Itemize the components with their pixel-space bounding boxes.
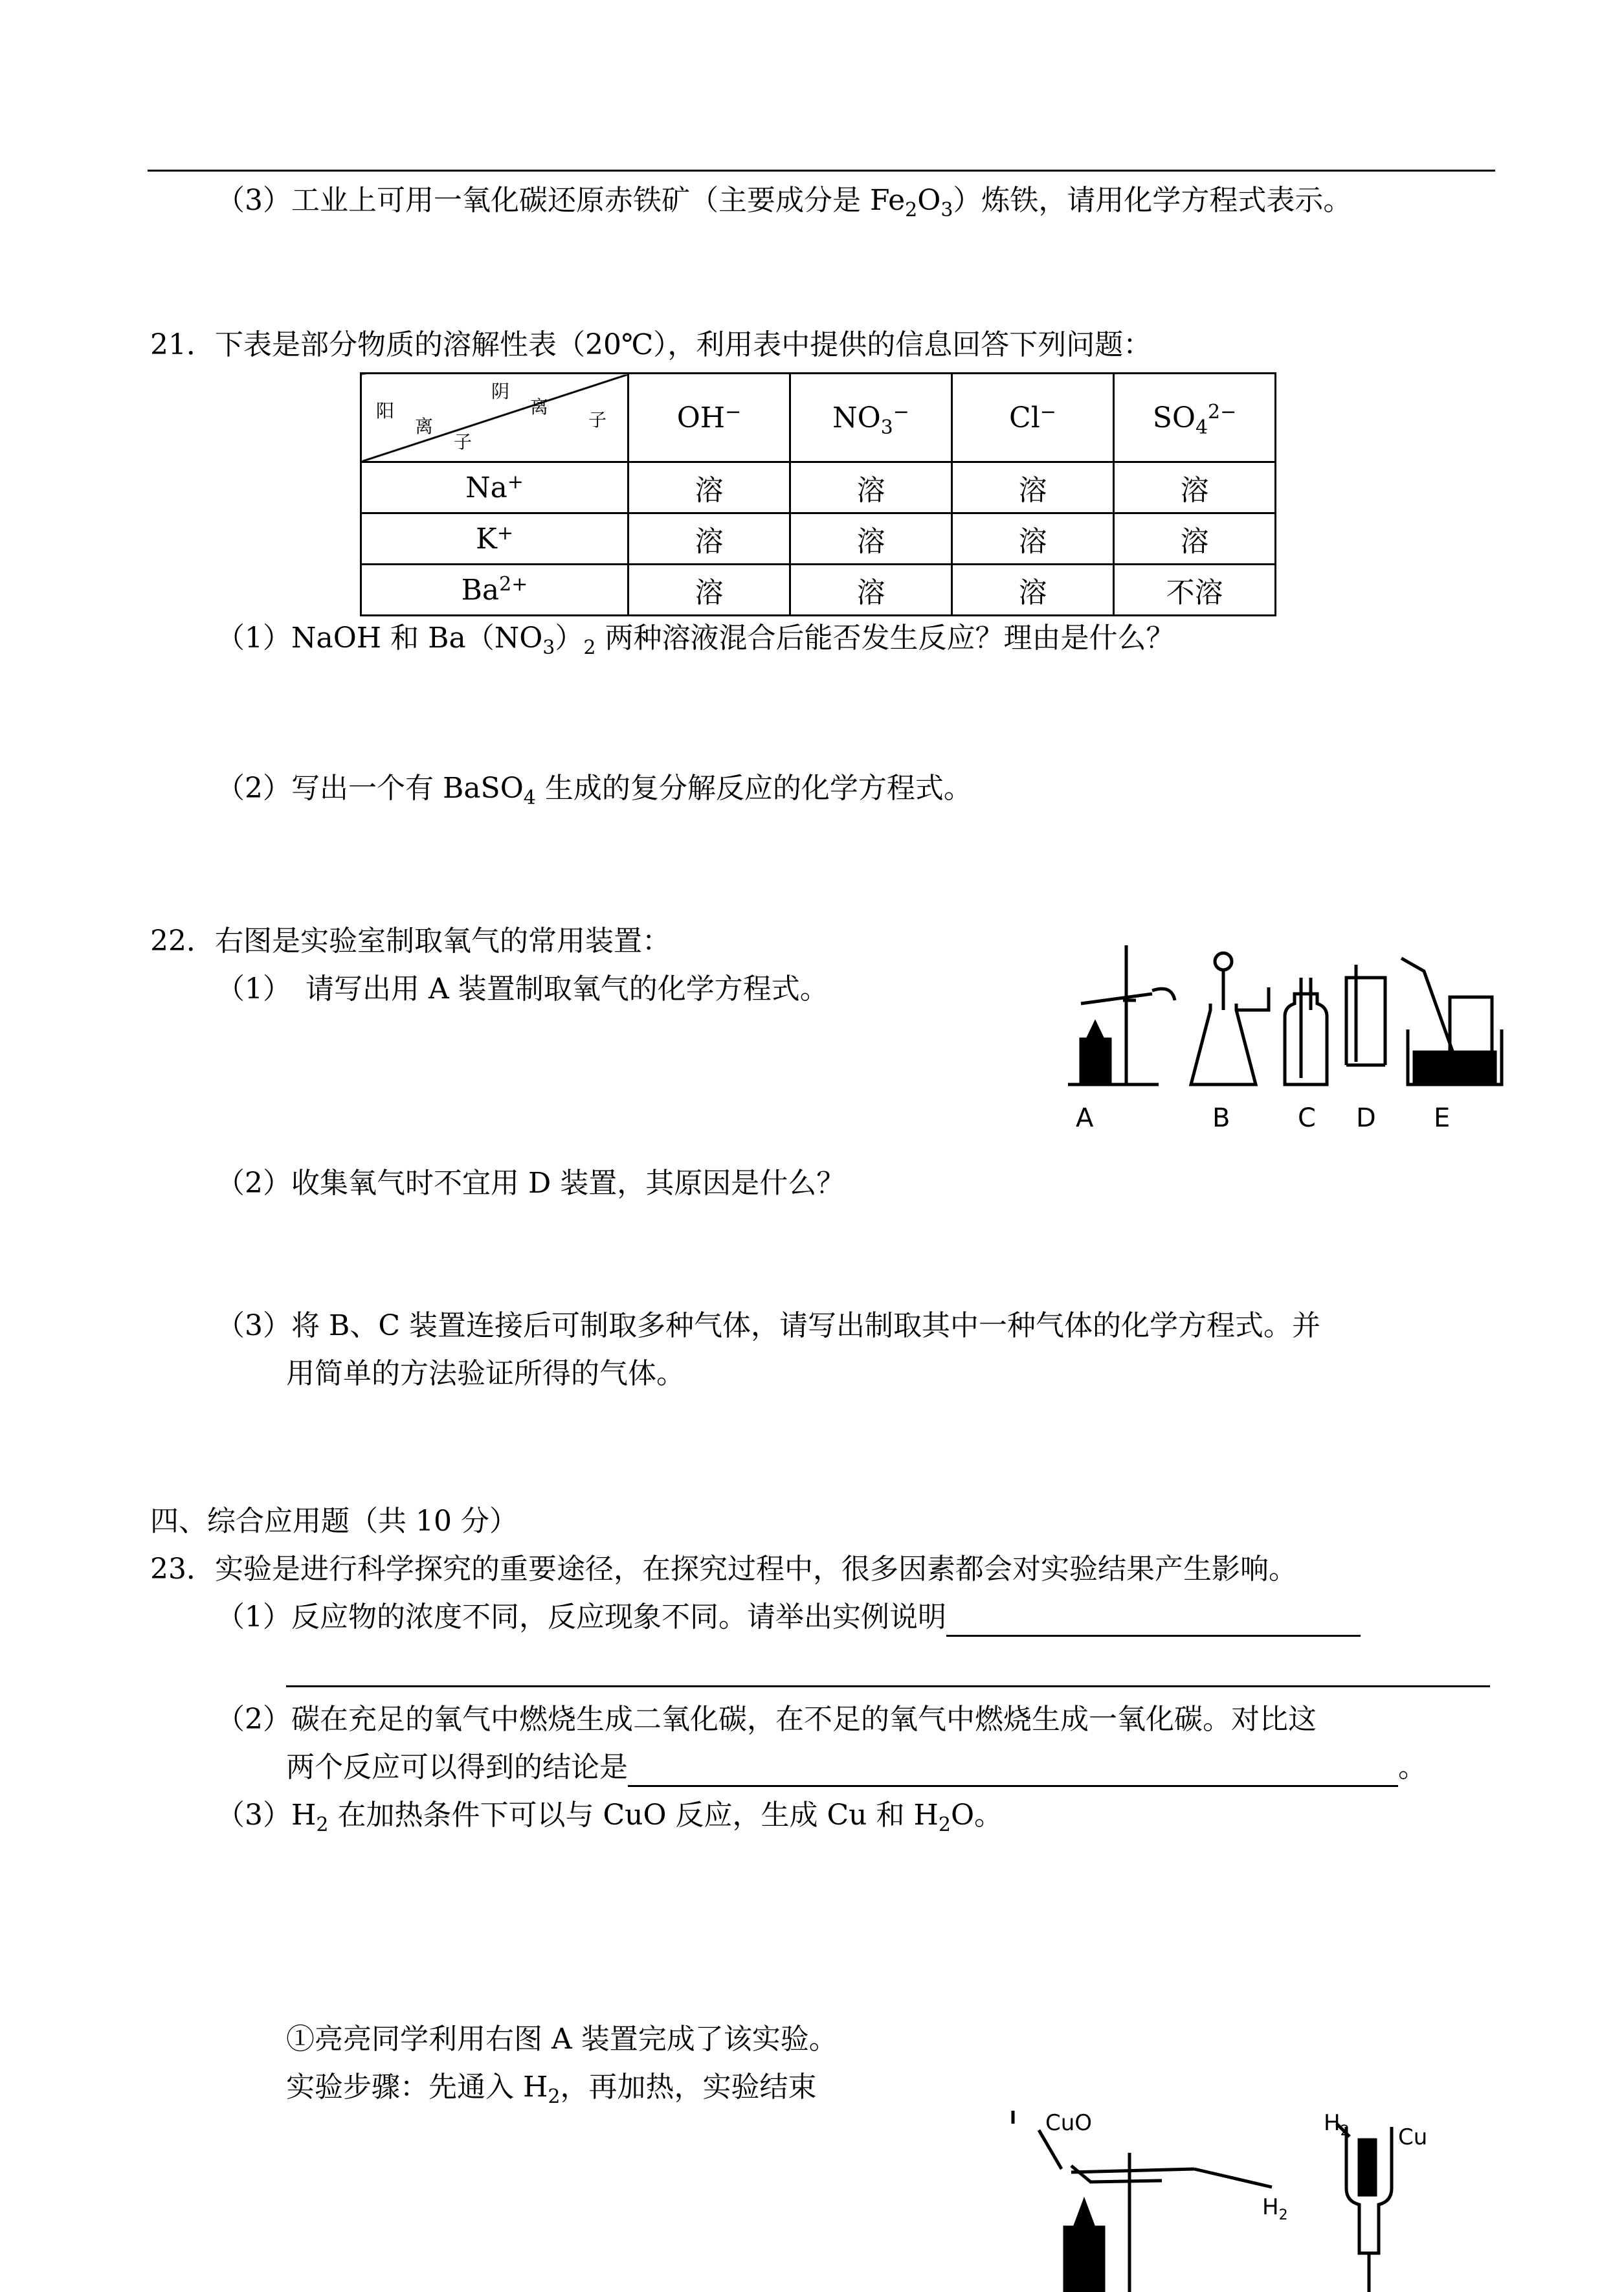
answer-blank[interactable] (628, 1757, 1398, 1787)
q22-part2: （2）收集氧气时不宜用 D 装置，其原因是什么？ (216, 1167, 845, 1200)
table-header-anion: $NO_3^-$ (790, 374, 952, 462)
q22-part3-line1: （3）将 B、C 装置连接后可制取多种气体，请写出制取其中一种气体的化学方程式。并 (216, 1309, 1320, 1342)
q21-stem: 21．下表是部分物质的溶解性表（20℃），利用表中提供的信息回答下列问题： (150, 328, 1152, 361)
q21-part1: （1）NaOH 和 $Ba(NO_3)_2$ 两种溶液混合后能否发生反应？理由是什么？ (216, 622, 1175, 659)
table-cell: 溶 (952, 462, 1114, 513)
table-cell: 不溶 (1114, 565, 1276, 616)
section-4-title: 四、综合应用题（共 10 分） (150, 1505, 518, 1538)
q23-part1: （1）反应物的浓度不同，反应现象不同。请举出实例说明 (216, 1598, 1361, 1637)
apparatus-e-icon (1401, 958, 1502, 1084)
table-corner-cell: 阴 离 子 阳 离 子 (361, 374, 628, 462)
q23-part2-line2: 两个反应可以得到的结论是 。 (286, 1748, 1427, 1787)
table-cation-cell: $Ba^{2+}$ (361, 565, 628, 616)
table-cell: 溶 (790, 462, 952, 513)
apparatus-label: E (1434, 1103, 1451, 1133)
q22-stem: 22．右图是实验室制取氧气的常用装置： (150, 925, 671, 958)
table-header-anion: OH− (628, 374, 790, 462)
q22-part3-line2: 用简单的方法验证所得的气体。 (286, 1357, 685, 1390)
table-cell: 溶 (1114, 513, 1276, 565)
table-cation-cell: Na+ (361, 462, 628, 513)
fig-label-h2: $H_2$ (1324, 2110, 1350, 2139)
oxygen-apparatus-figure (1062, 932, 1515, 1133)
q21-part2: （2）写出一个有 BaSO$_4$ 生成的复分解反应的化学方程式。 (216, 772, 972, 809)
apparatus-label: C (1298, 1103, 1316, 1133)
apparatus-label: B (1212, 1103, 1230, 1133)
apparatus-c-icon (1285, 978, 1327, 1084)
table-cell: 溶 (628, 462, 790, 513)
q22-part1: （1） 请写出用 A 装置制取氧气的化学方程式。 (216, 972, 829, 1006)
fig-label-h2: $H_2$ (1262, 2194, 1288, 2223)
table-cell: 溶 (628, 513, 790, 565)
top-rule (148, 170, 1495, 172)
q23-sub2: 实验步骤：先通入 $H_2$，再加热，实验结束 (286, 2071, 817, 2108)
table-cell: 溶 (1114, 462, 1276, 513)
apparatus-label: A (1076, 1103, 1094, 1133)
answer-blank[interactable] (946, 1606, 1361, 1637)
table-cell: 溶 (790, 513, 952, 565)
apparatus-label: D (1356, 1103, 1376, 1133)
table-row (361, 565, 1276, 616)
fig-label-cuo: CuO (1045, 2110, 1093, 2136)
table-row (361, 513, 1276, 565)
solubility-table (360, 372, 1276, 616)
apparatus-a-icon (1039, 2130, 1272, 2292)
fig-label-cu: Cu (1398, 2124, 1428, 2150)
table-header-anion: $SO_4^{2-}$ (1114, 374, 1276, 462)
q23-sub1: ①亮亮同学利用右图 A 装置完成了该实验。 (286, 2023, 838, 2056)
q23-stem: 23．实验是进行科学探究的重要途径，在探究过程中，很多因素都会对实验结果产生影响。 (150, 1553, 1297, 1586)
apparatus-b-icon (1191, 953, 1269, 1084)
table-cell: 溶 (952, 513, 1114, 565)
apparatus-d-icon (1346, 965, 1385, 1065)
q20-part3: （3）工业上可用一氧化碳还原赤铁矿（主要成分是 $Fe_2O_3$）炼铁，请用化学方程式表示。 (216, 184, 1352, 221)
table-row (361, 462, 1276, 513)
cuo-reduction-figure (1000, 2104, 1492, 2292)
table-header-anion: Cl− (952, 374, 1114, 462)
apparatus-a-icon (1068, 945, 1175, 1084)
answer-blank-line[interactable] (286, 1685, 1490, 1687)
q23-part3: $(3)H_2$ 在加热条件下可以与 CuO 反应，生成 Cu 和 $H_2O$。 (216, 1799, 1003, 1836)
table-cation-cell: K+ (361, 513, 628, 565)
q23-part2-line1: （2）碳在充足的氧气中燃烧生成二氧化碳，在不足的氧气中燃烧生成一氧化碳。对比这 (216, 1703, 1317, 1736)
table-cell: 溶 (952, 565, 1114, 616)
apparatus-b-icon (1337, 2124, 1392, 2292)
table-cell: 溶 (628, 565, 790, 616)
table-cell: 溶 (790, 565, 952, 616)
